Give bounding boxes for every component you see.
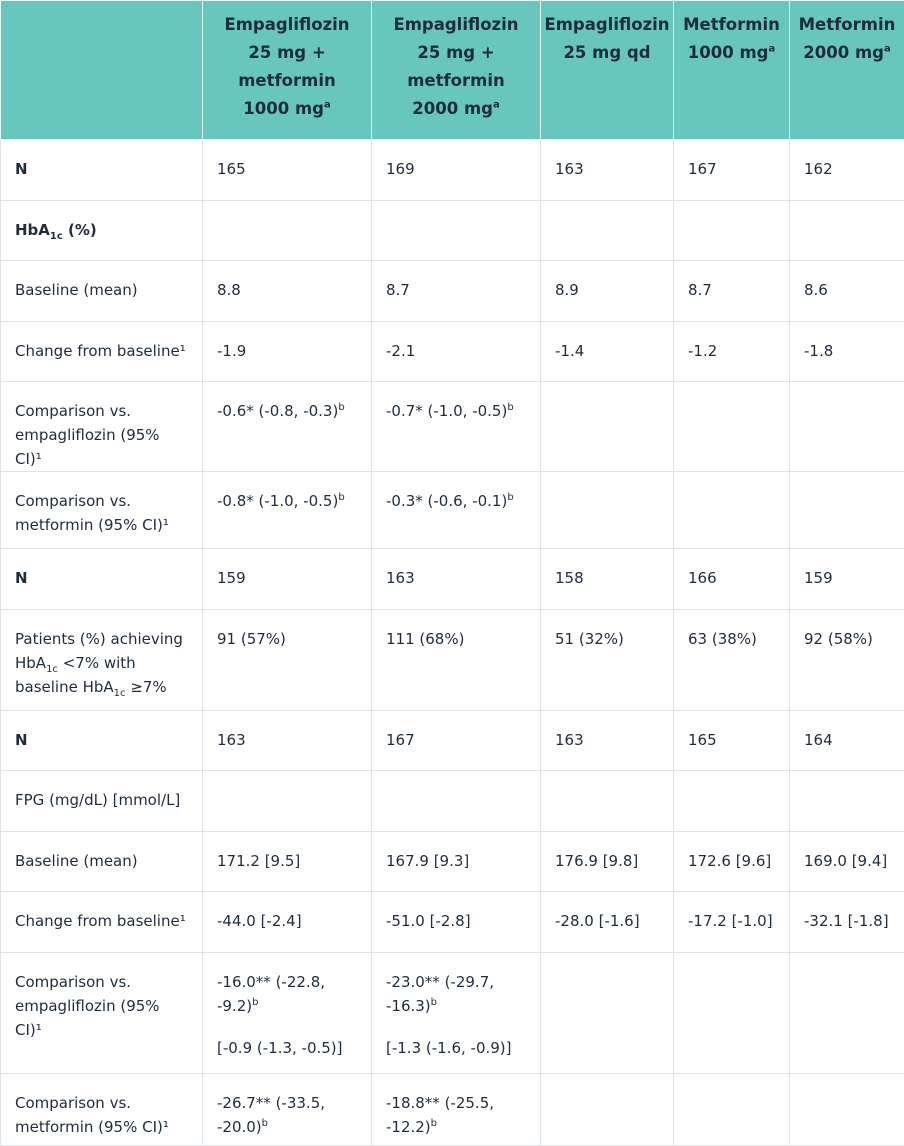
table-cell: 159 [203,549,372,610]
table-row [1,952,904,1073]
table-cell [674,472,790,549]
table-cell [790,1073,904,1145]
table-cell: 172.6 [9.6] [674,831,790,892]
header-empa-met2000: Empagliflozin 25 mg + metformin 2000 $mg^a$ [372,1,541,140]
table-row [1,771,904,832]
row-label-comparison-empagliflozin: Comparison vs. empagliflozin (95% CI)¹ [1,952,203,1073]
table-cell [790,200,904,261]
table-cell: -0.8* (-1.0, -0.5)$^b$ [203,472,372,549]
table-row [1,1073,904,1145]
table-cell: 162 [790,140,904,201]
table-cell: -1.4 [541,321,674,382]
table-row [1,261,904,322]
table-cell: -28.0 [-1.6] [541,892,674,953]
table-cell [541,200,674,261]
table-cell: 169.0 [9.4] [790,831,904,892]
table-cell: -44.0 [-2.4] [203,892,372,953]
table-cell: 159 [790,549,904,610]
table-cell: 165 [674,710,790,771]
table-row [1,140,904,201]
table-cell [541,472,674,549]
table-cell: -2.1 [372,321,541,382]
table-cell: -32.1 [-1.8] [790,892,904,953]
table-cell: 176.9 [9.8] [541,831,674,892]
table-cell: -26.7** (-33.5, -20.0)$^b$ [203,1073,372,1145]
table-cell: -1.2 [674,321,790,382]
table-cell: 167 [372,710,541,771]
table-cell: 163 [203,710,372,771]
table-cell: 169 [372,140,541,201]
table-row [1,200,904,261]
table-cell [790,382,904,472]
table-cell: 111 (68%) [372,609,541,710]
table-cell [790,771,904,832]
table-cell: 51 (32%) [541,609,674,710]
section-label-fpg: FPG (mg/dL) [mmol/L] [1,771,203,832]
table-cell [541,771,674,832]
table-cell: 91 (57%) [203,609,372,710]
table-cell: 167.9 [9.3] [372,831,541,892]
row-label-patients-achieving: Patients (%) achieving HbA$_{1c}$ <7% with baseline HbA$_{1c}$ ≥7% [1,609,203,710]
table-cell [203,200,372,261]
table-cell [203,771,372,832]
table-cell: 166 [674,549,790,610]
table-cell: -1.9 [203,321,372,382]
table-cell: 163 [372,549,541,610]
header-empa25: Empagliflozin 25 mg qd [541,1,674,140]
row-label-n: N [1,140,203,201]
table-cell: -51.0 [-2.8] [372,892,541,953]
table-cell: -17.2 [-1.0] [674,892,790,953]
table-row [1,609,904,710]
row-label-comparison-metformin: Comparison vs. metformin (95% CI)¹ [1,1073,203,1145]
table-cell: 167 [674,140,790,201]
table-cell: 92 (58%) [790,609,904,710]
table-cell [674,382,790,472]
table-cell: -0.7* (-1.0, -0.5)$^b$ [372,382,541,472]
table-cell [541,382,674,472]
table-cell: -18.8** (-25.5, -12.2)$^b$ [372,1073,541,1145]
table-cell: -0.6* (-0.8, -0.3)$^b$ [203,382,372,472]
table-cell [674,771,790,832]
table-cell: 8.7 [372,261,541,322]
table-cell: 164 [790,710,904,771]
table-cell: 163 [541,140,674,201]
table-cell [790,472,904,549]
table-cell: -16.0** (-22.8, -9.2)$^b$ [-0.9 (-1.3, -0.5)] [203,952,372,1073]
table-cell [790,952,904,1073]
row-label-baseline: Baseline (mean) [1,261,203,322]
table-cell: 8.8 [203,261,372,322]
table-row [1,892,904,953]
row-label-comparison-metformin: Comparison vs. metformin (95% CI)¹ [1,472,203,549]
table-cell: 165 [203,140,372,201]
table-cell [674,200,790,261]
row-label-n: N [1,710,203,771]
table-cell: 8.6 [790,261,904,322]
table-cell: 163 [541,710,674,771]
header-empa-met1000: Empagliflozin 25 mg + metformin 1000 $mg^a$ [203,1,372,140]
table-cell: -0.3* (-0.6, -0.1)$^b$ [372,472,541,549]
row-label-n: N [1,549,203,610]
row-label-change: Change from baseline¹ [1,321,203,382]
header-met2000: Metformin 2000 $mg^a$ [790,1,904,140]
table-cell: 63 (38%) [674,609,790,710]
table-cell: 158 [541,549,674,610]
header-met1000: Metformin 1000 $mg^a$ [674,1,790,140]
table-cell [674,952,790,1073]
section-label-hba1c: HbA$_{1c}$ (%) [1,200,203,261]
row-label-change: Change from baseline¹ [1,892,203,953]
table-cell: 171.2 [9.5] [203,831,372,892]
row-label-baseline: Baseline (mean) [1,831,203,892]
table-row [1,382,904,472]
table-row [1,831,904,892]
table-cell [372,200,541,261]
header-empty-cell [1,1,203,140]
table-row [1,549,904,610]
table-cell: -23.0** (-29.7, -16.3)$^b$ [-1.3 (-1.6, -0.9)] [372,952,541,1073]
header-row [1,1,904,140]
table-row [1,710,904,771]
table-row [1,321,904,382]
table-cell: 8.7 [674,261,790,322]
table-cell: -1.8 [790,321,904,382]
table-cell [372,771,541,832]
row-label-comparison-empagliflozin: Comparison vs. empagliflozin (95% CI)¹ [1,382,203,472]
table-cell: 8.9 [541,261,674,322]
table-cell [541,1073,674,1145]
table-cell [674,1073,790,1145]
table-row [1,472,904,549]
table-cell [541,952,674,1073]
